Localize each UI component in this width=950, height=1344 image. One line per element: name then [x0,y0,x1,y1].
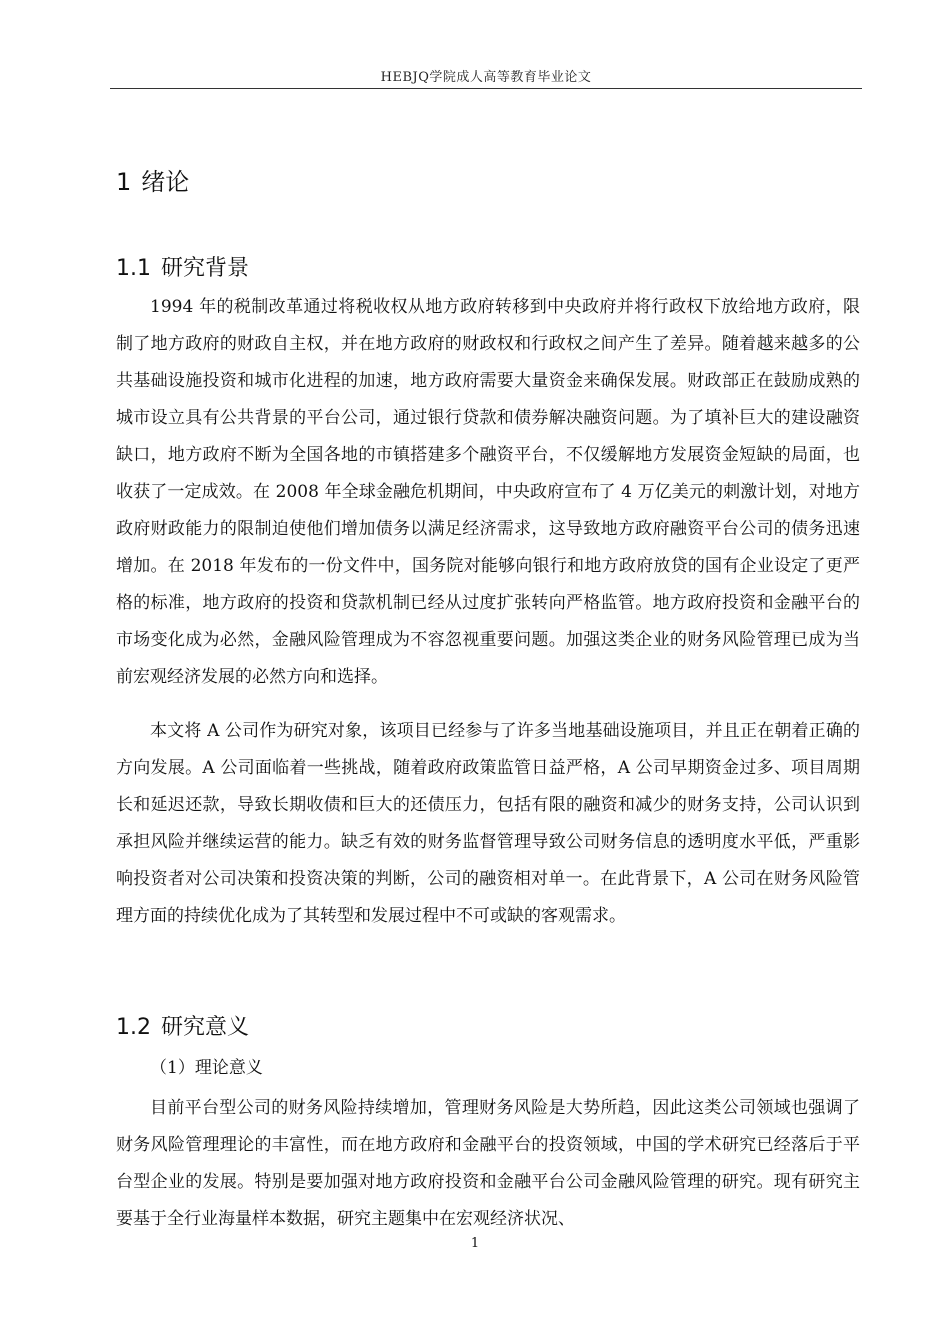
subheading-theory: （1）理论意义 [150,1058,263,1078]
significance-paragraph: 目前平台型公司的财务风险持续增加，管理财务风险是大势所趋，因此这类公司领域也强调了财务风险管理理论的丰富性，而在地方政府和金融平台的投资领域，中国的学术研究已经落后于平台型企业的发展。特别是要加强对地方政府投资和金融平台公司金融风险管理的研究。现有研究主要基于全行业海量样本数据，研究主题集中在宏观经济状况、 [116,1098,860,1229]
chapter-title: 绪论 [141,168,190,196]
background-paragraph-2: 本文将 A 公司作为研究对象，该项目已经参与了许多当地基础设施项目，并且正在朝着正确的方向发展。A 公司面临着一些挑战，随着政府政策监管日益严格，A 公司早期资金过多、项目周期长和延迟还款，导致长期收债和巨大的还债压力，包括有限的融资和减少的财务支持，公司认识到承担风险并继续运营的能力。缺乏有效的财务监督管理导致公司财务信息的透明度水平低，严重影响投资者对公司决策和投资决策的判断，公司的融资相对单一。在此背景下，A 公司在财务风险管理方面的持续优化成为了其转型和发展过程中不可或缺的客观需求。 [116,721,860,926]
section-heading-1-2 [116,1010,249,1041]
chapter-number: 1 [116,168,132,196]
section-number-1-2: 1.2 [116,1015,151,1040]
header-rule [110,88,862,89]
section-number-1-1: 1.1 [116,256,151,281]
section-heading-1-1 [116,251,249,282]
section-title-1-1: 研究背景 [161,256,250,281]
chapter-heading [116,162,189,197]
running-header: HEBJQ学院成人高等教育毕业论文 [380,70,592,85]
background-paragraph-1: 1994 年的税制改革通过将税收权从地方政府转移到中央政府并将行政权下放给地方政府，限制了地方政府的财政自主权，并在地方政府的财政权和行政权之间产生了差异。随着越来越多的公共基础设施投资和城市化进程的加速，地方政府需要大量资金来确保发展。财政部正在鼓励成熟的城市设立具有公共背景的平台公司，通过银行贷款和债券解决融资问题。为了填补巨大的建设融资缺口，地方政府不断为全国各地的市镇搭建多个融资平台，不仅缓解地方发展资金短缺的局面，也收获了一定成效。在 2008 年全球金融危机期间，中央政府宣布了 4 万亿美元的刺激计划，对地方政府财政能力的限制迫使他们增加债务以满足经济需求，这导致地方政府融资平台公司的债务迅速增加。在 2018 年发布的一份文件中，国务院对能够向银行和地方政府放贷的国有企业设定了更严格的标准，地方政府的投资和贷款机制已经从过度扩张转向严格监管。地方政府投资和金融平台的市场变化成为必然，金融风险管理成为不容忽视重要问题。加强这类企业的财务风险管理已成为当前宏观经济发展的必然方向和选择。 [116,297,860,687]
page-number: 1 [470,1236,480,1251]
section-title-1-2: 研究意义 [161,1015,250,1040]
